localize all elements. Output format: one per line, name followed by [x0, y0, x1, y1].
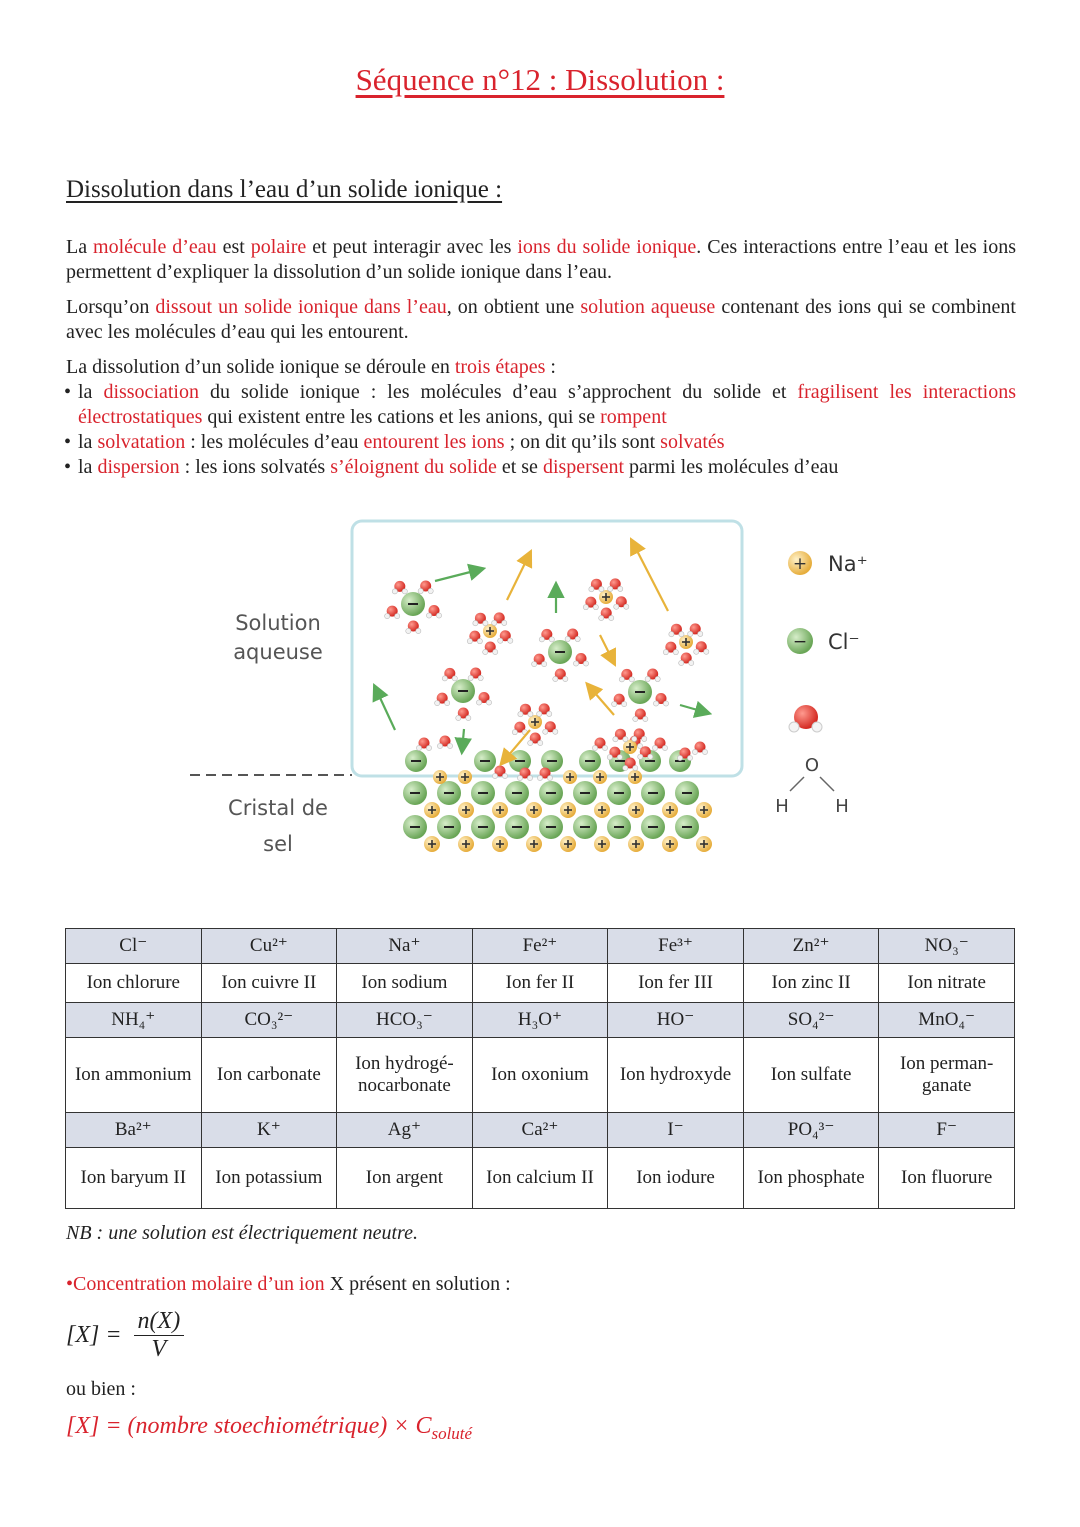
dispersion-arrow: [507, 553, 530, 600]
minus-sign-icon: [615, 760, 625, 762]
water-hydrogen-icon: [537, 775, 542, 780]
minus-sign-icon: [410, 826, 420, 828]
water-hydrogen-icon: [632, 736, 637, 741]
minus-sign-icon: [580, 792, 590, 794]
plus-sign-icon: [634, 773, 636, 781]
water-hydrogen-icon: [502, 773, 507, 778]
water-hydrogen-icon: [673, 650, 678, 655]
water-hydrogen-icon: [607, 755, 612, 760]
minus-sign-icon: [614, 826, 624, 828]
dispersion-arrow-green: [375, 687, 395, 730]
ion-formula-cell: SO₄²⁻: [743, 1003, 879, 1038]
ion-formula-cell: Fe³⁺: [608, 929, 744, 964]
plus-sign-icon: [499, 840, 501, 848]
plus-sign-icon: [629, 743, 631, 751]
water-hydrogen-icon: [704, 649, 709, 654]
minus-sign-icon: [648, 792, 658, 794]
water-hydrogen-icon: [418, 588, 423, 593]
water-hydrogen-icon: [528, 712, 533, 717]
water-hydrogen-icon: [538, 740, 543, 745]
ion-formula-cell: Cu²⁺: [201, 929, 337, 964]
water-hydrogen-icon: [528, 740, 533, 745]
water-hydrogen-icon: [583, 605, 588, 610]
water-hydrogen-icon: [702, 749, 707, 754]
ion-name-cell: Ion zinc II: [743, 964, 879, 1003]
or-label: ou bien :: [66, 1378, 136, 1400]
minus-sign-icon: [682, 826, 692, 828]
water-hydrogen-icon: [426, 745, 431, 750]
ion-table: [65, 928, 1015, 1209]
water-hydrogen-icon: [553, 729, 558, 734]
ion-name-cell: Ion fer III: [608, 964, 744, 1003]
ion-name-cell: Ion perman-ganate: [879, 1038, 1015, 1113]
plus-sign-icon: [533, 840, 535, 848]
ion-name-cell: Ion iodure: [608, 1148, 744, 1209]
plus-sign-icon: [635, 806, 637, 814]
legend-cl-label: Cl⁻: [828, 630, 860, 654]
ion-formula-row: [66, 1003, 1015, 1038]
ion-formula-cell: K⁺: [201, 1113, 337, 1148]
dissolution-diagram: [180, 515, 900, 885]
step-dispersion: • la dispersion : les ions solvatés s’éloignent du solide et se dispersent parmi les molécules d’eau: [66, 455, 1016, 480]
water-hydrogen-icon: [428, 588, 433, 593]
legend-plus-sign: +: [792, 554, 808, 574]
plus-sign-icon: [601, 806, 603, 814]
plus-sign-icon: [533, 806, 535, 814]
water-hydrogen-icon: [633, 716, 638, 721]
plus-sign-icon: [567, 840, 569, 848]
plus-sign-icon: [569, 773, 571, 781]
water-hydrogen-icon: [542, 661, 547, 666]
minus-sign-icon: [585, 760, 595, 762]
water-hydrogen-icon: [679, 660, 684, 665]
water-hydrogen-icon: [633, 765, 638, 770]
plus-sign-icon: [465, 840, 467, 848]
water-hydrogen-icon: [392, 589, 397, 594]
water-hydrogen-icon: [642, 736, 647, 741]
ion-formula-cell: HO⁻: [608, 1003, 744, 1038]
ion-name-cell: Ion hydrogé-nocarbonate: [337, 1038, 473, 1113]
water-hydrogen-icon: [498, 638, 503, 643]
label-crystal-2: sel: [263, 832, 293, 856]
minus-sign-icon: [555, 651, 565, 653]
water-hydrogen-icon: [602, 745, 607, 750]
legend-minus-sign: −: [792, 632, 808, 652]
water-hydrogen-icon: [468, 675, 473, 680]
water-hydrogen-icon: [663, 701, 668, 706]
water-hydrogen-icon: [573, 661, 578, 666]
plus-sign-icon: [635, 840, 637, 848]
ion-name-cell: Ion cuivre II: [201, 964, 337, 1003]
water-hydrogen-icon: [629, 677, 634, 682]
dispersion-arrow-green: [435, 569, 482, 581]
water-hydrogen-icon: [473, 621, 478, 626]
formula-concentration-n-over-v: [X] = $\frac{n(X)}{V}$: [66, 1308, 184, 1363]
water-hydrogen-icon: [624, 604, 629, 609]
water-hydrogen-icon: [445, 700, 450, 705]
water-hydrogen-icon: [575, 636, 580, 641]
label-crystal-1: Cristal de: [228, 796, 328, 820]
ion-formula-cell: Ca²⁺: [472, 1113, 608, 1148]
water-hydrogen-icon: [466, 715, 471, 720]
water-hydrogen-icon: [593, 605, 598, 610]
minus-sign-icon: [444, 826, 454, 828]
water-hydrogen-icon: [476, 700, 481, 705]
water-hydrogen-icon: [493, 649, 498, 654]
water-hydrogen-icon: [622, 701, 627, 706]
plus-sign-icon: [601, 840, 603, 848]
legend-o-label: O: [804, 755, 820, 776]
ion-name-cell: Ion argent: [337, 1148, 473, 1209]
ion-name-cell: Ion oxonium: [472, 1038, 608, 1113]
legend: [775, 551, 867, 817]
ion-formula-cell: Ag⁺: [337, 1113, 473, 1148]
water-hydrogen-icon: [426, 613, 431, 618]
water-hydrogen-icon: [689, 660, 694, 665]
ion-name-cell: Ion chlorure: [66, 964, 202, 1003]
plus-sign-icon: [703, 806, 705, 814]
water-hydrogen-icon: [395, 613, 400, 618]
section-title: Dissolution dans l’eau d’un solide ionique :: [66, 176, 503, 203]
water-hydrogen-icon: [406, 628, 411, 633]
minus-sign-icon: [478, 792, 488, 794]
ion-name-cell: Ion carbonate: [201, 1038, 337, 1113]
legend-h2-label: H: [835, 796, 849, 817]
label-solution-1: Solution: [235, 611, 321, 635]
paragraph-polarity: La molécule d’eau est polaire et peut interagir avec les ions du solide ionique. Ces interactions entre l’eau et les ions permettent d’expliquer la dissolution d’un solide ionique dans l’eau.: [66, 236, 1017, 283]
legend-water-h1-icon: [789, 722, 799, 732]
ion-formula-cell: CO₃²⁻: [201, 1003, 337, 1038]
water-hydrogen-icon: [456, 715, 461, 720]
dispersion-arrow-green: [680, 705, 708, 713]
water-hydrogen-icon: [565, 636, 570, 641]
minus-sign-icon: [408, 603, 418, 605]
water-hydrogen-icon: [583, 661, 588, 666]
ion-name-cell: Ion potassium: [201, 1148, 337, 1209]
water-hydrogen-icon: [618, 586, 623, 591]
plus-sign-icon: [567, 806, 569, 814]
water-hydrogen-icon: [517, 775, 522, 780]
water-hydrogen-icon: [694, 649, 699, 654]
paragraph-aqueous-solution: Lorsqu’on dissout un solide ionique dans l’eau, on obtient une solution aqueuse contenant des ions qui se combinent avec les molécules d’eau qui les entourent.: [66, 296, 1016, 343]
water-hydrogen-icon: [508, 638, 513, 643]
minus-sign-icon: [410, 792, 420, 794]
minus-sign-icon: [682, 792, 692, 794]
concentration-heading: •Concentration molaire d’un ion X présent en solution :: [66, 1273, 511, 1295]
water-hydrogen-icon: [547, 711, 552, 716]
ion-name-cell: Ion fer II: [472, 964, 608, 1003]
dispersion-arrow-green: [462, 729, 464, 751]
water-hydrogen-icon: [547, 775, 552, 780]
water-hydrogen-icon: [532, 661, 537, 666]
plus-sign-icon: [499, 806, 501, 814]
legend-h1-label: H: [775, 796, 789, 817]
page-title: Séquence n°12 : Dissolution :: [355, 62, 725, 97]
plus-sign-icon: [605, 593, 607, 601]
water-hydrogen-icon: [648, 754, 653, 759]
ion-formula-cell: PO₄³⁻: [743, 1113, 879, 1148]
water-hydrogen-icon: [692, 749, 697, 754]
minus-sign-icon: [411, 760, 421, 762]
minus-sign-icon: [478, 826, 488, 828]
minus-sign-icon: [645, 760, 655, 762]
water-hydrogen-icon: [512, 730, 517, 735]
water-hydrogen-icon: [698, 631, 703, 636]
water-hydrogen-icon: [442, 676, 447, 681]
water-hydrogen-icon: [599, 615, 604, 620]
dispersion-arrow: [632, 541, 668, 611]
water-hydrogen-icon: [436, 613, 441, 618]
water-hydrogen-icon: [492, 773, 497, 778]
water-hydrogen-icon: [563, 676, 568, 681]
water-hydrogen-icon: [477, 639, 482, 644]
minus-sign-icon: [546, 826, 556, 828]
minus-sign-icon: [580, 826, 590, 828]
ion-formula-cell: MnO₄⁻: [879, 1003, 1015, 1038]
plus-sign-icon: [703, 840, 705, 848]
water-hydrogen-icon: [677, 755, 682, 760]
dispersion-arrow: [588, 685, 614, 715]
water-hydrogen-icon: [592, 745, 597, 750]
ion-name-cell: Ion sulfate: [743, 1038, 879, 1113]
dispersion-arrow: [600, 635, 614, 663]
water-hydrogen-icon: [437, 743, 442, 748]
water-hydrogen-icon: [643, 716, 648, 721]
ion-name-cell: Ion hydroxyde: [608, 1038, 744, 1113]
water-hydrogen-icon: [537, 711, 542, 716]
water-hydrogen-icon: [447, 743, 452, 748]
ion-formula-cell: Ba²⁺: [66, 1113, 202, 1148]
water-hydrogen-icon: [609, 615, 614, 620]
water-hydrogen-icon: [645, 676, 650, 681]
legend-na-label: Na⁺: [828, 552, 868, 576]
minus-sign-icon: [444, 792, 454, 794]
ion-formula-cell: Na⁺: [337, 929, 473, 964]
water-hydrogen-icon: [679, 632, 684, 637]
ion-name-cell: Ion calcium II: [472, 1148, 608, 1209]
water-hydrogen-icon: [502, 620, 507, 625]
water-hydrogen-icon: [402, 589, 407, 594]
water-hydrogen-icon: [478, 675, 483, 680]
ion-name-row: [66, 1038, 1015, 1113]
plus-sign-icon: [464, 773, 466, 781]
plus-sign-icon: [439, 773, 441, 781]
water-hydrogen-icon: [655, 676, 660, 681]
water-hydrogen-icon: [527, 775, 532, 780]
plus-sign-icon: [669, 806, 671, 814]
ion-formula-row: [66, 1113, 1015, 1148]
water-hydrogen-icon: [549, 637, 554, 642]
ion-name-cell: Ion phosphate: [743, 1148, 879, 1209]
legend-bond-1: [790, 777, 804, 791]
water-hydrogen-icon: [599, 587, 604, 592]
water-hydrogen-icon: [416, 745, 421, 750]
plus-sign-icon: [669, 840, 671, 848]
plus-sign-icon: [534, 718, 536, 726]
ion-formula-cell: Cl⁻: [66, 929, 202, 964]
water-hydrogen-icon: [486, 700, 491, 705]
ion-name-cell: Ion fluorure: [879, 1148, 1015, 1209]
water-hydrogen-icon: [653, 701, 658, 706]
water-hydrogen-icon: [467, 639, 472, 644]
ion-formula-cell: H₃O⁺: [472, 1003, 608, 1038]
plus-sign-icon: [431, 806, 433, 814]
ion-name-cell: Ion nitrate: [879, 964, 1015, 1003]
minus-sign-icon: [635, 691, 645, 693]
water-hydrogen-icon: [619, 677, 624, 682]
minus-sign-icon: [547, 760, 557, 762]
water-hydrogen-icon: [492, 620, 497, 625]
minus-sign-icon: [614, 792, 624, 794]
ion-name-row: [66, 1148, 1015, 1209]
water-hydrogen-icon: [518, 712, 523, 717]
legend-bond-2: [820, 777, 834, 791]
water-hydrogen-icon: [589, 587, 594, 592]
minus-sign-icon: [512, 826, 522, 828]
water-hydrogen-icon: [452, 676, 457, 681]
water-hydrogen-icon: [688, 631, 693, 636]
ion-formula-cell: I⁻: [608, 1113, 744, 1148]
ion-formula-cell: NH₄⁺: [66, 1003, 202, 1038]
minus-sign-icon: [515, 760, 525, 762]
water-hydrogen-icon: [669, 632, 674, 637]
plus-sign-icon: [489, 627, 491, 635]
water-hydrogen-icon: [638, 754, 643, 759]
water-hydrogen-icon: [652, 745, 657, 750]
water-hydrogen-icon: [617, 755, 622, 760]
minus-sign-icon: [480, 760, 490, 762]
water-hydrogen-icon: [385, 613, 390, 618]
legend-water-h2-icon: [812, 722, 822, 732]
water-hydrogen-icon: [483, 621, 488, 626]
water-hydrogen-icon: [613, 737, 618, 742]
step-solvation: • la solvatation : les molécules d’eau entourent les ions ; on dit qu’ils sont solvatés: [66, 430, 1016, 455]
minus-sign-icon: [458, 690, 468, 692]
ion-formula-row: [66, 929, 1015, 964]
step-dissociation: • la dissociation du solide ionique : les molécules d’eau s’approchent du solide et fragilisent les interactions électrostatiques qui existent entre les cations et les anions, qui se rompent: [66, 380, 1016, 430]
ion-formula-cell: HCO₃⁻: [337, 1003, 473, 1038]
water-hydrogen-icon: [663, 650, 668, 655]
ion-formula-cell: Zn²⁺: [743, 929, 879, 964]
plus-sign-icon: [685, 638, 687, 646]
water-hydrogen-icon: [608, 586, 613, 591]
note-neutrality: NB : une solution est électriquement neutre.: [66, 1222, 418, 1244]
molecules-layer: [375, 541, 712, 852]
ion-formula-cell: Fe²⁺: [472, 929, 608, 964]
water-hydrogen-icon: [483, 649, 488, 654]
minus-sign-icon: [546, 792, 556, 794]
minus-sign-icon: [648, 826, 658, 828]
water-hydrogen-icon: [612, 701, 617, 706]
ion-formula-cell: F⁻: [879, 1113, 1015, 1148]
ion-formula-cell: NO₃⁻: [879, 929, 1015, 964]
ion-name-cell: Ion sodium: [337, 964, 473, 1003]
water-hydrogen-icon: [543, 729, 548, 734]
water-hydrogen-icon: [687, 755, 692, 760]
water-hydrogen-icon: [539, 637, 544, 642]
plus-sign-icon: [599, 773, 601, 781]
water-hydrogen-icon: [553, 676, 558, 681]
water-hydrogen-icon: [614, 604, 619, 609]
ion-name-row: [66, 964, 1015, 1003]
water-hydrogen-icon: [435, 700, 440, 705]
ion-name-cell: Ion ammonium: [66, 1038, 202, 1113]
water-hydrogen-icon: [623, 765, 628, 770]
ion-name-cell: Ion baryum II: [66, 1148, 202, 1209]
plus-sign-icon: [431, 840, 433, 848]
paragraph-steps: La dissolution d’un solide ionique se déroule en trois étapes : • la dissociation du solide ionique : les molécules d’eau s’approchent du solide et fragilisent les interactions électrostatiques qui existent entre les cations et les anions, qui se rompent • la solvatation : les molécules d’eau entourent les ions ; on dit qu’ils sont solvatés • la dispersion : les ions solvatés s’éloignent du solide et se dispersent parmi les molécules d’eau: [66, 355, 1016, 480]
water-hydrogen-icon: [662, 745, 667, 750]
label-solution-2: aqueuse: [233, 640, 323, 664]
formula-concentration-stoichiometric: [X] = (nombre stoechiométrique) × $C_{soluté}$: [66, 1413, 473, 1443]
water-hydrogen-icon: [416, 628, 421, 633]
plus-sign-icon: [465, 806, 467, 814]
minus-sign-icon: [512, 792, 522, 794]
water-hydrogen-icon: [623, 737, 628, 742]
